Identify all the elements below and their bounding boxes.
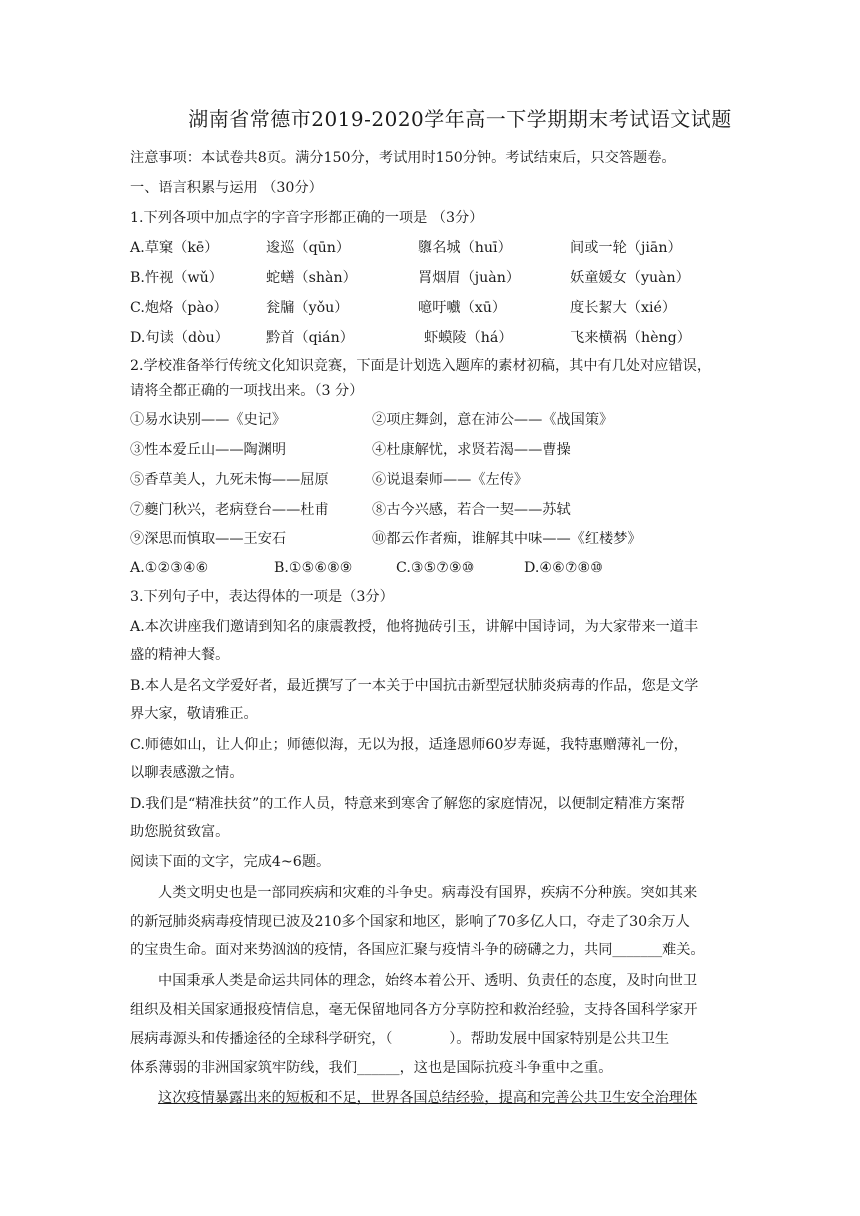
- q2-item-4: ④杜康解忧，求贤若渴——曹操: [372, 442, 571, 458]
- q3-line-7: D.我们是“精准扶贫”的工作人员，特意来到寒舍了解您的家庭情况，以便制定精准方案帮: [130, 796, 685, 812]
- passage-p3-underlined-line: 这次疫情暴露出来的短板和不足，世界各国总结经验，提高和完善公共卫生安全治理体: [158, 1090, 698, 1106]
- option-a-item-2: 逡巡（qūn）: [266, 240, 351, 256]
- reading-intro: 阅读下面的文字，完成4~6题。: [130, 854, 331, 870]
- q3-line-8: 助您脱贫致富。: [130, 824, 230, 840]
- q3-line-6: 以聊表感激之情。: [130, 765, 244, 781]
- option-a-item-1: A.草窠（kē）: [130, 240, 219, 256]
- option-c-item-2: 瓮牖（yǒu）: [266, 300, 349, 316]
- passage-p1-line-3: 的宝贵生命。面对来势汹汹的疫情，各国应汇聚与疫情斗争的磅礴之力，共同_______难关。: [130, 942, 705, 958]
- option-a-item-3: 隳名城（huī）: [418, 240, 512, 256]
- q2-item-7: ⑦夔门秋兴，老病登台——杜甫: [130, 502, 329, 518]
- q2-item-8: ⑧古今兴感，若合一契——苏轼: [372, 502, 571, 518]
- passage-p2-line-3: 展病毒源头和传播途径的全球科学研究，（ ）。帮助发展中国家特别是公共卫生: [130, 1031, 670, 1047]
- q3-line-5: C.师德如山，让人仰止；师德似海，无以为报，适逢恩师60岁寿诞，我特惠赠薄礼一份，: [130, 737, 688, 753]
- q2-option-a: A.①②③④⑥: [130, 560, 209, 576]
- section-heading: 一、语言积累与运用 （30分）: [130, 180, 323, 196]
- q2-item-3: ③性本爱丘山——陶渊明: [130, 442, 287, 458]
- option-b-item-4: 妖童媛女（yuàn）: [570, 270, 690, 286]
- question-3-stem: 3.下列句子中，表达得体的一项是（3分）: [130, 589, 394, 605]
- q2-item-2: ②项庄舞剑，意在沛公——《战国策》: [372, 412, 614, 428]
- q2-option-c: C.③⑤⑦⑨⑩: [396, 560, 475, 576]
- passage-p2-line-2: 组织及相关国家通报疫情信息，毫无保留地同各方分享防控和救治经验，支持各国科学家开: [130, 1002, 698, 1018]
- question-1-stem: 1.下列各项中加点字的字音字形都正确的一项是 （3分）: [130, 210, 484, 226]
- q2-item-1: ①易水诀别——《史记》: [130, 412, 287, 428]
- option-a-item-4: 间或一轮（jiān）: [570, 240, 682, 256]
- page-title: 湖南省常德市2019-2020学年高一下学期期末考试语文试题: [188, 107, 732, 131]
- option-b-item-1: B.忤视（wǔ）: [130, 270, 223, 286]
- q2-item-6: ⑥说退秦师——《左传》: [372, 472, 529, 488]
- q2-item-10: ⑩都云作者痴，谁解其中味——《红楼梦》: [372, 531, 642, 547]
- exam-notice: 注意事项：本试卷共8页。满分150分，考试用时150分钟。考试结束后，只交答题卷。: [130, 150, 676, 166]
- option-c-item-4: 度长絜大（xié）: [570, 300, 677, 316]
- passage-p1-line-2: 的新冠肺炎病毒疫情现已波及210多个国家和地区，影响了70多亿人口，夺走了30余万人: [130, 914, 690, 930]
- q3-line-2: 盛的精神大餐。: [130, 647, 230, 663]
- passage-p2-line-1: 中国秉承人类是命运共同体的理念，始终本着公开、透明、负责任的态度，及时向世卫: [158, 973, 698, 989]
- q3-line-3: B.本人是名文学爱好者，最近撰写了一本关于中国抗击新型冠状肺炎病毒的作品，您是文学: [130, 678, 699, 694]
- option-b-item-2: 蛇蟮（shàn）: [266, 270, 357, 286]
- passage-p2-line-4: 体系薄弱的非洲国家筑牢防线，我们______，这也是国际抗疫斗争重中之重。: [130, 1060, 613, 1076]
- option-b-item-3: 罥烟眉（juàn）: [418, 270, 521, 286]
- question-2-stem-line-2: 请将全都正确的一项找出来。（3 分）: [130, 383, 364, 399]
- option-c-item-1: C.炮烙（pào）: [130, 300, 228, 316]
- option-d-item-4: 飞来横祸（hèng）: [570, 330, 691, 346]
- q2-item-9: ⑨深思而慎取——王安石: [130, 531, 287, 547]
- q2-option-d: D.④⑥⑦⑧⑩: [524, 560, 603, 576]
- question-2-stem-line-1: 2.学校准备举行传统文化知识竞赛，下面是计划选入题库的素材初稿，其中有几处对应错误，: [130, 358, 712, 374]
- q3-line-1: A.本次讲座我们邀请到知名的康震教授，他将抛砖引玉，讲解中国诗词，为大家带来一道丰: [130, 619, 699, 635]
- option-c-item-3: 噫吁嚱（xū）: [418, 300, 507, 316]
- option-d-item-2: 黔首（qián）: [266, 330, 354, 346]
- option-d-item-3: 虾蟆陵（há）: [424, 330, 513, 346]
- q2-option-b: B.①⑤⑥⑧⑨: [274, 560, 353, 576]
- option-d-item-1: D.句读（dòu）: [130, 330, 229, 346]
- q3-line-4: 界大家，敬请雅正。: [130, 706, 258, 722]
- passage-p1-line-1: 人类文明史也是一部同疾病和灾难的斗争史。病毒没有国界，疾病不分种族。突如其来: [158, 885, 698, 901]
- q2-item-5: ⑤香草美人，九死未悔——屈原: [130, 472, 329, 488]
